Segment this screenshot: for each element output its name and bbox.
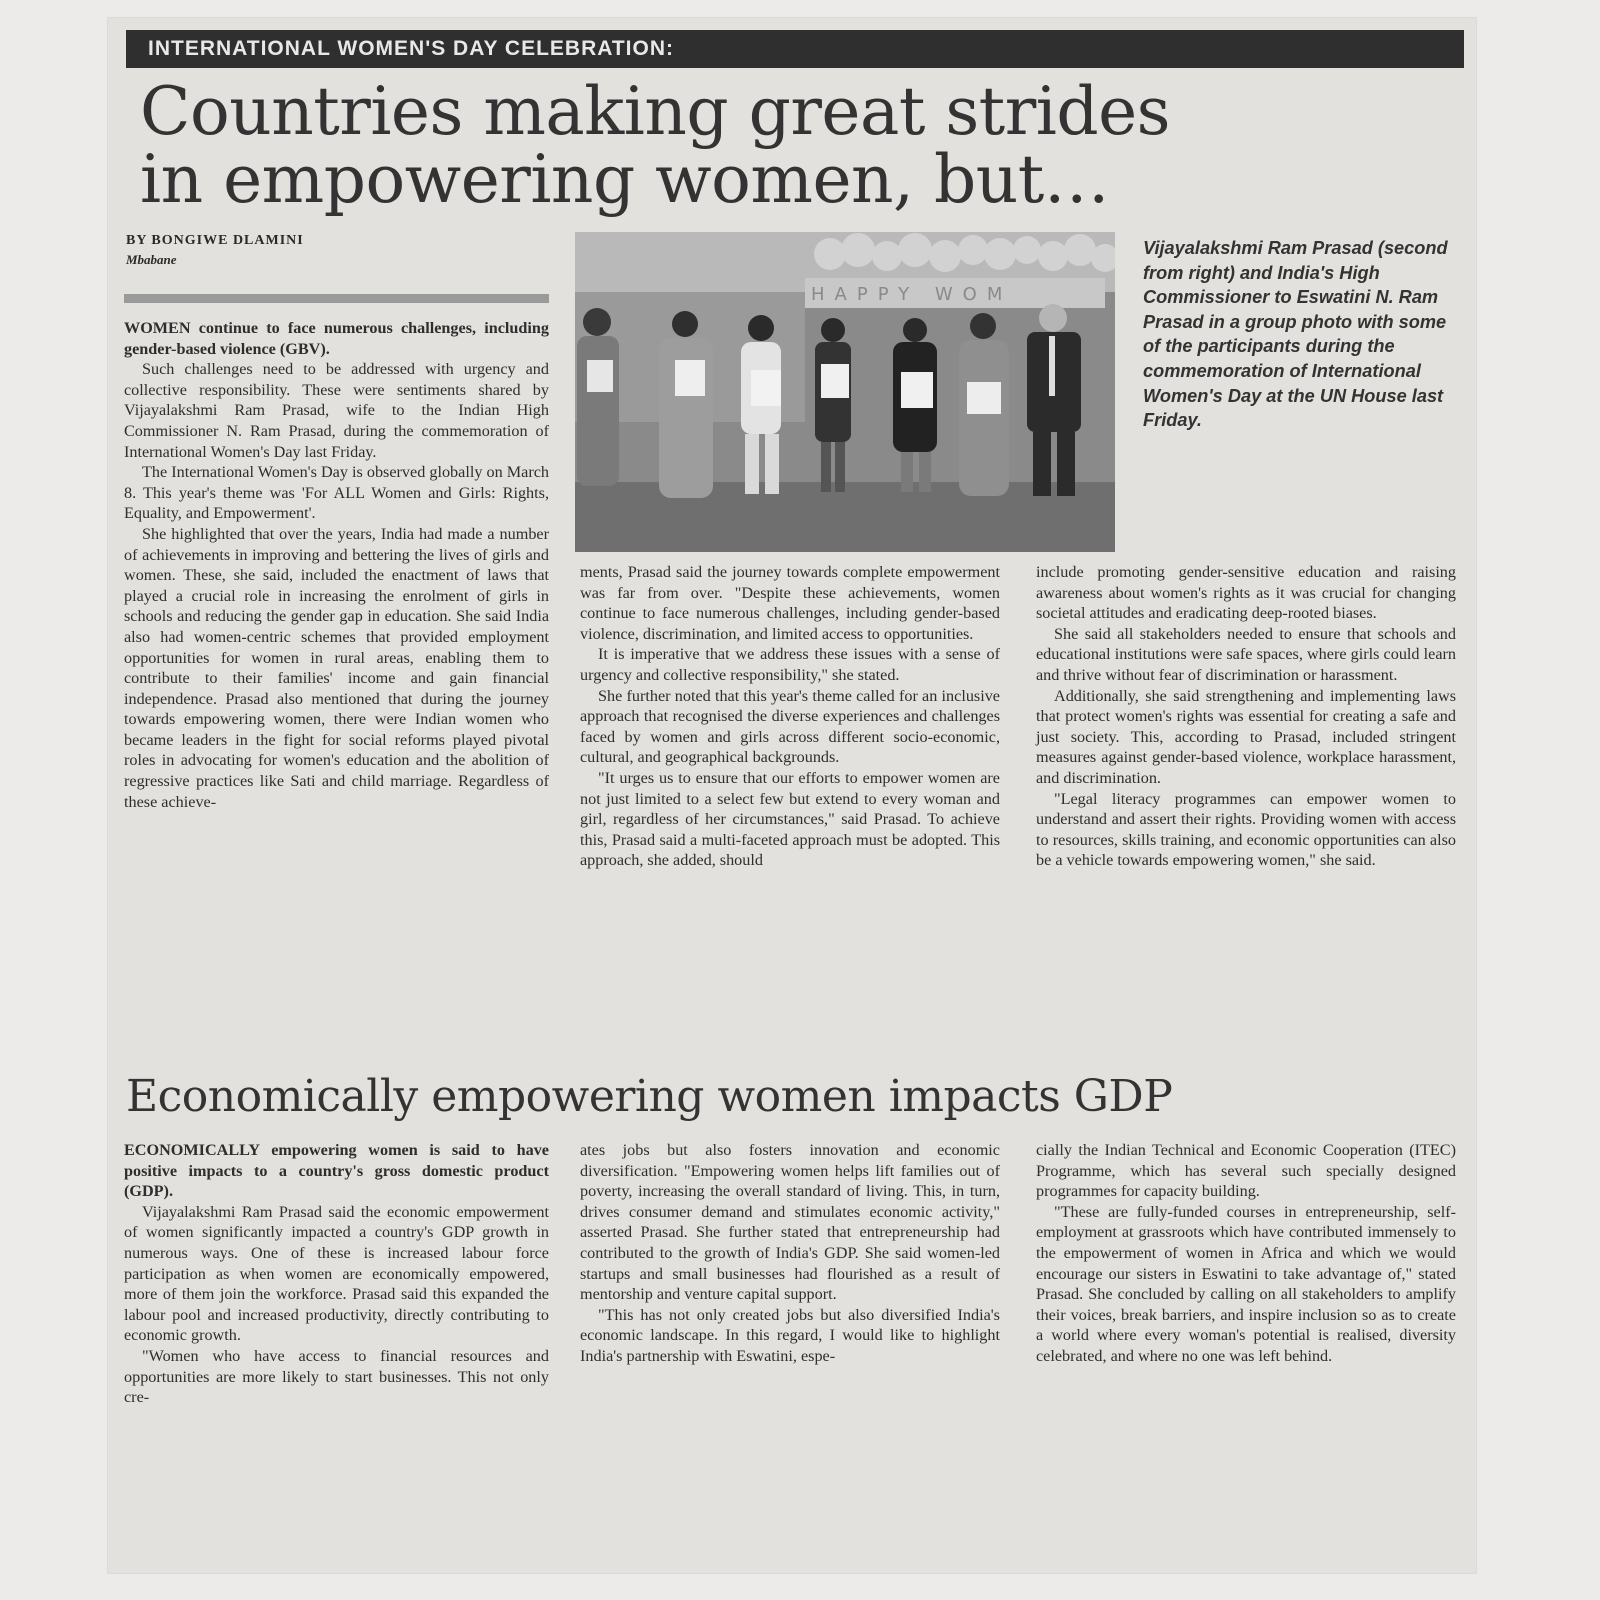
article1-paragraph: It is imperative that we address these issues with a sense of urgency and collective responsibility," she stated.: [580, 645, 1000, 684]
article1-paragraph: She further noted that this year's theme called for an inclusive approach that recognised the diverse experiences and challenges faced by women and girls across different socio-economic, cultural, and geographical backgrounds.: [580, 686, 1000, 767]
article1-paragraph: Such challenges need to be addressed with urgency and collective responsibility. These were sentiments shared by Vijayalakshmi Ram Prasad, wife to the Indian High Commissioner N. Ram Prasad, during the commemoration of International Women's Day last Friday.: [124, 360, 549, 461]
section-banner: INTERNATIONAL WOMEN'S DAY CELEBRATION:: [126, 30, 1464, 68]
article1-column-3: [1036, 562, 1456, 871]
article1-paragraph: "It urges us to ensure that our efforts to empower women are not just limited to a select few but extend to every woman and girl, regardless of her circumstances," said Prasad. To achieve this, Prasad said a multi-faceted approach must be adopted. This approach, she added, should: [580, 768, 1000, 870]
article1-paragraph: include promoting gender-sensitive education and raising awareness about women's rights as it was crucial for changing societal attitudes and eradicating deep-rooted biases.: [1036, 563, 1456, 623]
article2-paragraph: "Women who have access to financial resources and opportunities are more likely to start businesses. This not only cre-: [124, 1346, 549, 1407]
dateline-location: Mbabane: [126, 252, 177, 267]
article1-column-2: [580, 562, 1000, 871]
article2-lead-paragraph: ECONOMICALLY empowering women is said to have positive impacts to a country's gross domestic product (GDP).: [124, 1141, 549, 1201]
article2-paragraph: ates jobs but also fosters innovation and economic diversification. "Empowering women helps lift families out of poverty, increasing the overall standard of living. This, in turn, drives consumer demand and stimulates economic activity," asserted Prasad. She further stated that entrepreneurship had contributed to the growth of India's GDP. She said women-led startups and small businesses had flourished as a result of mentorship and venture capital support.: [580, 1141, 1000, 1304]
article2-column-3: [1036, 1140, 1456, 1367]
photo-caption: Vijayalakshmi Ram Prasad (second from right) and India's High Commissioner to Eswatini N. Ram Prasad in a group photo with some of the participants during the commemoration of International Women's Day at the UN House last Friday.: [1143, 238, 1448, 431]
article2-paragraph: "This has not only created jobs but also diversified India's economic landscape. In this regard, I would like to highlight India's partnership with Eswatini, espe-: [580, 1305, 1000, 1365]
article2-column-1: [124, 1140, 549, 1408]
article2-column-2: [580, 1140, 1000, 1367]
article1-lead-paragraph: WOMEN continue to face numerous challenges, including gender-based violence (GBV).: [124, 319, 549, 358]
article1-paragraph: She said all stakeholders needed to ensure that schools and educational institutions were safe spaces, where girls could learn and thrive without fear of discrimination or harassment.: [1036, 624, 1456, 684]
photo-banner-text: HAPPY WOM: [811, 284, 1013, 305]
article1-paragraph: ments, Prasad said the journey towards complete empowerment was far from over. "Despite these achievements, women continue to face numerous challenges, including gender-based violence, discrimination, and limited access to opportunities.: [580, 563, 1000, 643]
byline: BY BONGIWE DLAMINI: [126, 233, 304, 248]
byline-rule: [124, 294, 549, 303]
headline-line-1: Countries making great strides: [140, 73, 1171, 150]
article2-paragraph: cially the Indian Technical and Economic Cooperation (ITEC) Programme, which has several such specially designed programmes for capacity building.: [1036, 1141, 1456, 1201]
article1-paragraph: "Legal literacy programmes can empower women to understand and assert their rights. Providing women with access to resources, skills training, and economic opportunities can also be a vehicle towards empowering women," she said.: [1036, 789, 1456, 870]
article2-paragraph: "These are fully-funded courses in entrepreneurship, self-employment at grassroots which have contributed immensely to the empowerment of women in Africa and which we would encourage our sisters in Eswatini to take advantage of," stated Prasad. She concluded by calling on all stakeholders to amplify their voices, break barriers, and inspire inclusion so as to create a world where every woman's potential is realised, diversity celebrated, and where no one was left behind.: [1036, 1202, 1456, 1365]
article2-paragraph: Vijayalakshmi Ram Prasad said the economic empowerment of women significantly impacted a country's GDP growth in numerous ways. One of these is increased labour force participation as when women are economically empowered, more of them join the workforce. Prasad said this expanded the labour pool and increased productivity, directly contributing to economic growth.: [124, 1202, 549, 1345]
group-photo: [575, 232, 1115, 552]
group-photo-image: [575, 232, 1115, 552]
article1-paragraph: She highlighted that over the years, India had made a number of achievements in improving and bettering the lives of girls and women. These, she said, included the enactment of laws that played a crucial role in increasing the enrolment of girls in schools and reducing the gender gap in education. She said India also had women-centric schemes that provided employment opportunities for women in rural areas, enabling them to contribute to their families' income and gain financial independence. Prasad also mentioned that during the journey towards empowering women, there were Indian women who became leaders in the fight for social reforms played pivotal roles in advocating for women's education and the abolition of regressive practices like Sati and child marriage. Regardless of these achieve-: [124, 524, 549, 811]
headline-line-2: in empowering women, but…: [140, 141, 1110, 218]
article1-paragraph: The International Women's Day is observed globally on March 8. This year's theme was 'For ALL Women and Girls: Rights, Equality, and Empowerment'.: [124, 463, 549, 523]
secondary-headline: Economically empowering women impacts GDP: [126, 1071, 1173, 1122]
article1-paragraph: Additionally, she said strengthening and implementing laws that protect women's rights was essential for creating a safe and just society. This, according to Prasad, included stringent measures against gender-based violence, workplace harassment, and discrimination.: [1036, 686, 1456, 787]
main-headline: [140, 73, 1470, 218]
article1-column-1: [124, 318, 549, 812]
